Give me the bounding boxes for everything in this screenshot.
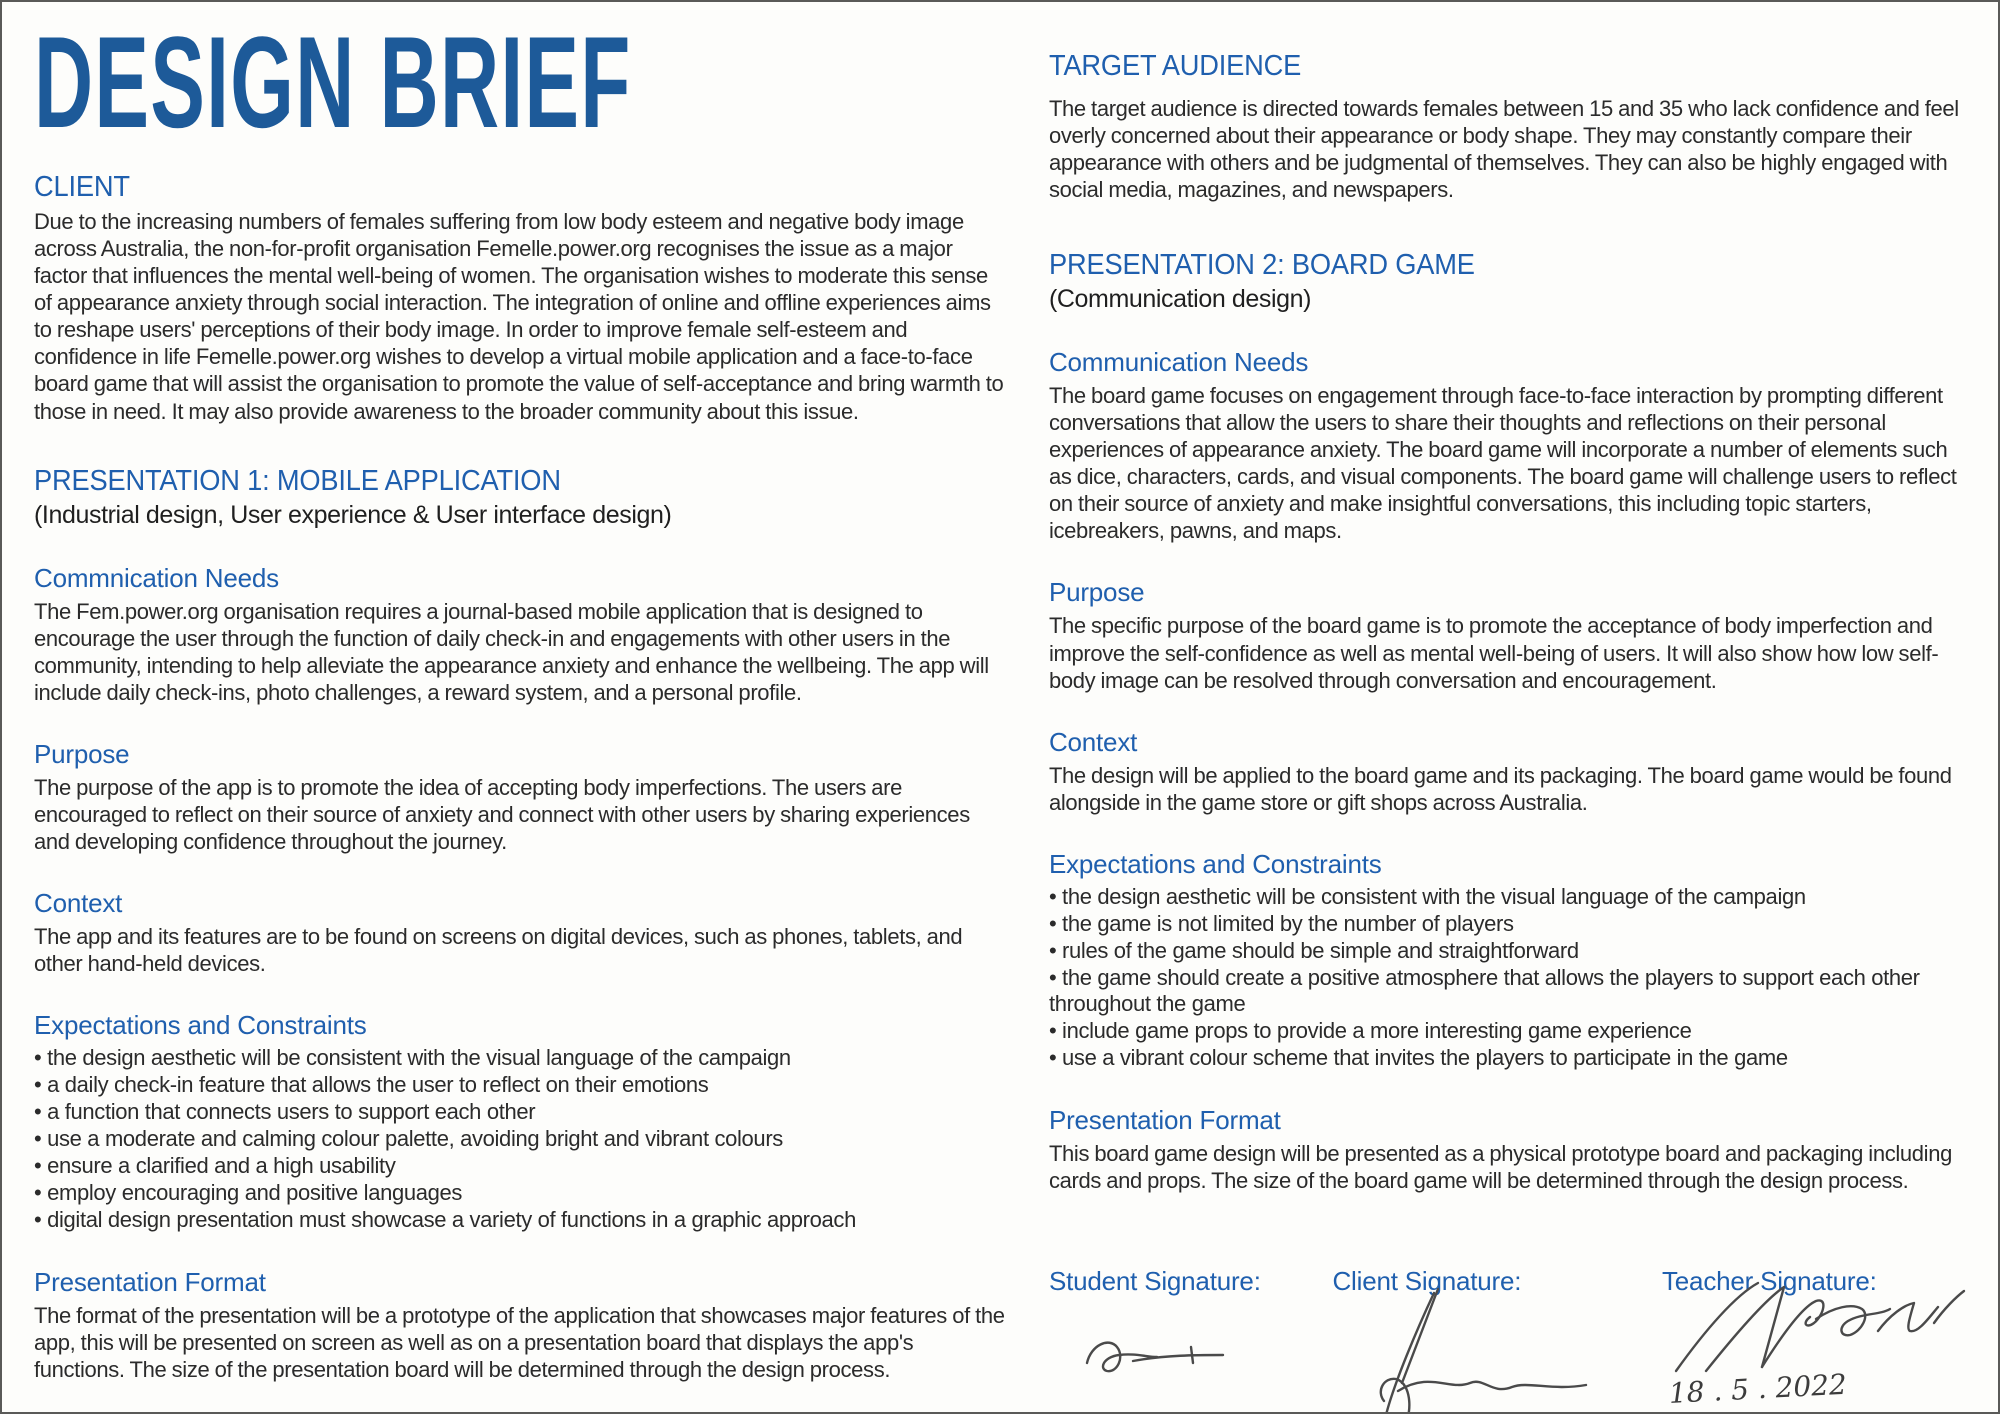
presentation1-heading: PRESENTATION 1: MOBILE APPLICATION bbox=[34, 464, 561, 497]
presentation2-heading: PRESENTATION 2: BOARD GAME bbox=[1048, 249, 1475, 282]
target-audience-paragraph: The target audience is directed towards females between 15 and 35 who lack confidence and feel overly concerned about their appearance or body shape. They may constantly compare their appearance with others and be judgmental of themselves. They can also be highly engaged with social media, magazines, and newspapers. bbox=[1048, 96, 1959, 203]
presentation2-subheading: (Communication design) bbox=[1048, 285, 1312, 314]
p1-format-paragraph: The format of the presentation will be a prototype of the application that showcases major features of the app, this will be presented on screen as well as on a presentation board that displays the app's functions. The size of the presentation board will be determined through the design process. bbox=[34, 1302, 1005, 1382]
p1-purpose-paragraph: The purpose of the app is to promote the idea of accepting body imperfections. The users are encouraged to reflect on their source of anxiety and connect with other users by sharing experiences and developing confidence throughout the journey. bbox=[34, 774, 970, 854]
p1-expectation-item: • employ encouraging and positive languages bbox=[34, 1179, 463, 1205]
p1-expectations-heading: Expectations and Constraints bbox=[34, 1009, 367, 1040]
p1-communication-needs-heading: Commnication Needs bbox=[34, 562, 279, 593]
p1-expectation-item: • ensure a clarified and a high usability bbox=[34, 1152, 396, 1178]
p1-purpose-heading: Purpose bbox=[34, 738, 130, 769]
client-heading: CLIENT bbox=[34, 171, 130, 204]
p2-expectation-item: • include game props to provide a more interesting game experience bbox=[1048, 1018, 1692, 1044]
p2-expectations-heading: Expectations and Constraints bbox=[1048, 848, 1382, 879]
teacher-signature-label: Teacher Signature: bbox=[1662, 1266, 1877, 1297]
p1-expectation-item: • a daily check-in feature that allows the user to reflect on their emotions bbox=[34, 1071, 709, 1097]
document-title: DESIGN BRIEF bbox=[34, 9, 632, 155]
p2-format-paragraph: This board game design will be presented as a physical prototype board and packaging including cards and props. The size of the board game will be determined through the design process. bbox=[1048, 1141, 1952, 1194]
p2-expectations-list bbox=[1049, 884, 1966, 1073]
p2-context-paragraph: The design will be applied to the board game and its packaging. The board game would be found alongside in the game store or gift shops across Australia. bbox=[1048, 762, 1952, 815]
p2-expectation-item: • the game is not limited by the number of players bbox=[1048, 910, 1514, 936]
right-column bbox=[1049, 28, 1966, 1412]
p1-communication-needs-paragraph: The Fem.power.org organisation requires a journal-based mobile application that is designed to encourage the user through the function of daily check-in and engagements with other users in the community, intending to help alleviate the appearance anxiety and enhance the wellbeing. The app will include daily check-ins, photo challenges, a reward system, and a personal profile. bbox=[34, 598, 989, 705]
student-signature-label: Student Signature: bbox=[1048, 1266, 1261, 1297]
student-signature-block bbox=[1049, 1266, 1263, 1414]
p2-expectation-item: • rules of the game should be simple and straightforward bbox=[1048, 937, 1579, 963]
presentation1-subheading: (Industrial design, User experience & User interface design) bbox=[34, 500, 672, 529]
client-signature-label: Client Signature: bbox=[1332, 1266, 1522, 1297]
teacher-signature-block bbox=[1662, 1266, 1966, 1414]
p2-purpose-heading: Purpose bbox=[1048, 577, 1145, 608]
p2-context-heading: Context bbox=[1048, 726, 1138, 757]
student-signature-image bbox=[1073, 1311, 1263, 1386]
p1-expectation-item: • a function that connects users to support each other bbox=[34, 1098, 536, 1124]
p2-expectation-item: • the game should create a positive atmosphere that allows the players to support each other throughout the game bbox=[1048, 964, 1920, 1017]
p2-expectation-item: • use a vibrant colour scheme that invites the players to participate in the game bbox=[1048, 1045, 1788, 1071]
teacher-signature-date: 18 . 5 . 2022 bbox=[1668, 1368, 1848, 1411]
client-signature-image bbox=[1342, 1287, 1592, 1414]
p1-expectation-item: • use a moderate and calming colour palette, avoiding bright and vibrant colours bbox=[34, 1125, 783, 1151]
p1-context-heading: Context bbox=[34, 887, 123, 918]
p2-communication-needs-paragraph: The board game focuses on engagement through face-to-face interaction by prompting different conversations that allow the users to share their thoughts and reflections on their personal experiences of appearance anxiety. The board game will incorporate a number of elements such as dice, characters, cards, and visual components. The board game will challenge users to reflect on their source of anxiety and make insightful conversations, this including topic starters, icebreakers, pawns, and maps. bbox=[1048, 383, 1957, 544]
p2-expectation-item: • the design aesthetic will be consistent with the visual language of the campaign bbox=[1048, 883, 1806, 909]
p1-expectation-item: • digital design presentation must showcase a variety of functions in a graphic approach bbox=[34, 1206, 856, 1232]
p1-context-paragraph: The app and its features are to be found on screens on digital devices, such as phones, tablets, and other hand-held devices. bbox=[34, 923, 963, 976]
p2-communication-needs-heading: Communication Needs bbox=[1048, 347, 1309, 378]
target-audience-heading: TARGET AUDIENCE bbox=[1048, 50, 1302, 82]
p2-purpose-paragraph: The specific purpose of the board game is to promote the acceptance of body imperfection and improve the self-confidence as well as mental well-being of users. It will also show how low self-body image can be resolved through conversation and encouragement. bbox=[1048, 613, 1939, 693]
p1-expectations-list bbox=[34, 1045, 1007, 1234]
p2-format-heading: Presentation Format bbox=[1048, 1105, 1281, 1136]
signatures-row bbox=[1049, 1266, 1966, 1414]
client-paragraph: Due to the increasing numbers of females suffering from low body esteem and negative body image across Australia, the non-for-profit organisation Femelle.power.org recognises the issue as a major factor that influences the mental well-being of women. The organisation wishes to moderate this sense of appearance anxiety through social interaction. The integration of online and offline experiences aims to reshape users' perceptions of their body image. In order to improve female self-esteem and confidence in life Femelle.power.org wishes to develop a virtual mobile application and a face-to-face board game that will assist the organisation to promote the value of self-acceptance and bring warmth to those in need. It may also provide awareness to the broader community about this issue. bbox=[34, 209, 1004, 424]
left-column bbox=[34, 9, 1017, 1412]
p1-expectation-item: • the design aesthetic will be consistent with the visual language of the campaign bbox=[34, 1044, 791, 1070]
p1-format-heading: Presentation Format bbox=[34, 1266, 266, 1297]
client-signature-block bbox=[1332, 1266, 1592, 1414]
